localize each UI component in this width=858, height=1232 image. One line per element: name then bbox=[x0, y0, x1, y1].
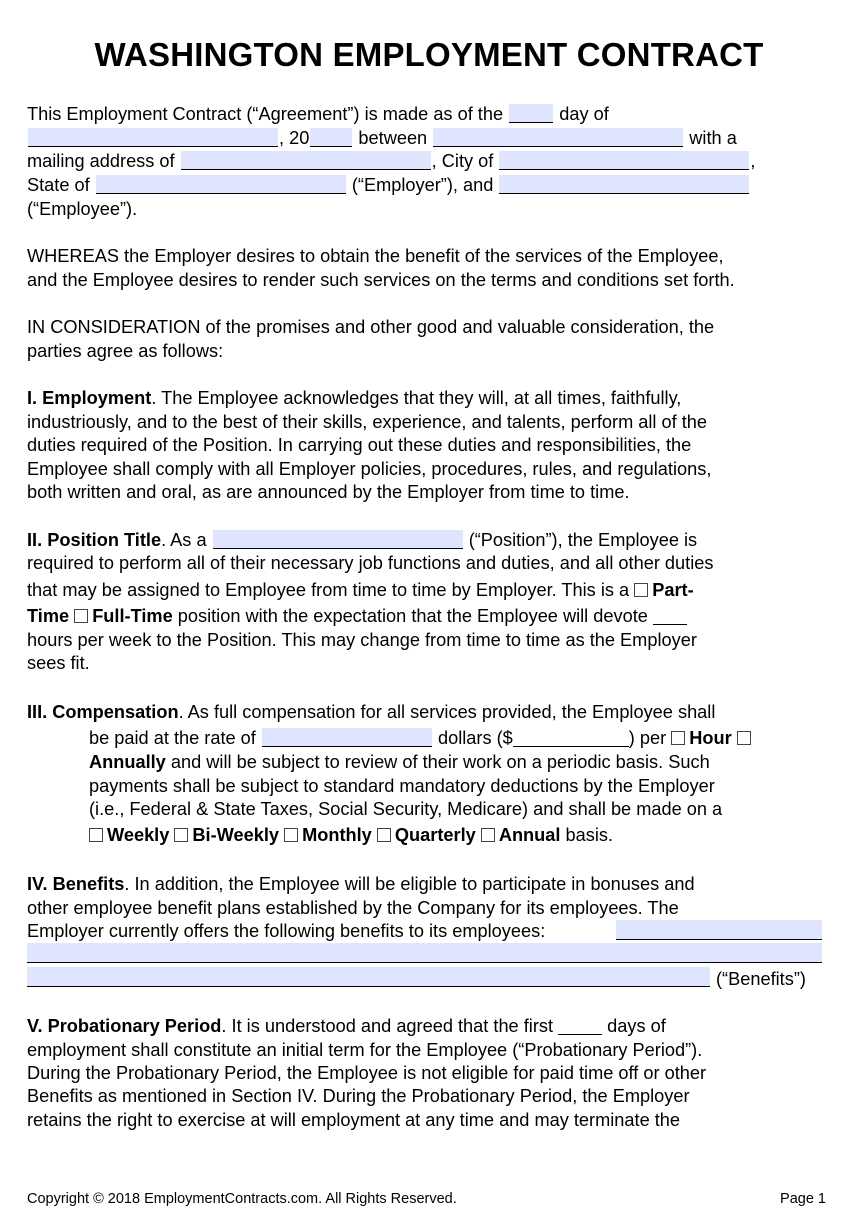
benefits-field-1[interactable] bbox=[616, 920, 822, 940]
footer-page-number: Page 1 bbox=[780, 1191, 826, 1207]
s4-line-3: Employer currently offers the following benefits to its employees: bbox=[27, 921, 546, 941]
s5-line-3: During the Probationary Period, the Employee is not eligible for paid time off or other bbox=[27, 1063, 707, 1083]
annually-checkbox[interactable] bbox=[737, 731, 751, 745]
employer-city-field[interactable] bbox=[499, 151, 749, 170]
s1-line-5: both written and oral, as are announced by the Employer from time to time. bbox=[27, 482, 630, 502]
full-time-checkbox[interactable] bbox=[74, 609, 88, 623]
s4-line-2: other employee benefit plans established by the Company for its employees. The bbox=[27, 898, 679, 918]
s4-line-1: IV. Benefits. In addition, the Employee will be eligible to participate in bonuses and bbox=[27, 874, 695, 894]
document-title: WASHINGTON EMPLOYMENT CONTRACT bbox=[94, 36, 764, 73]
s3-line-4: payments shall be subject to standard mandatory deductions by the Employer bbox=[89, 776, 715, 796]
employer-address-field[interactable] bbox=[181, 151, 431, 170]
hour-checkbox[interactable] bbox=[671, 731, 685, 745]
consideration-line-1: IN CONSIDERATION of the promises and other good and valuable consideration, the bbox=[27, 317, 715, 337]
s2-line-1: II. Position Title. As a (“Position”), the Employee is bbox=[27, 530, 698, 550]
s1-line-4: Employee shall comply with all Employer policies, procedures, rules, and regulations, bbox=[27, 459, 712, 479]
s1-line-1: I. Employment. The Employee acknowledges that they will, at all times, faithfully, bbox=[27, 388, 682, 408]
month-field[interactable] bbox=[28, 128, 278, 147]
s2-line-6: sees fit. bbox=[27, 653, 90, 673]
intro-line-5: (“Employee”). bbox=[27, 199, 138, 219]
footer-copyright: Copyright © 2018 EmploymentContracts.com. All Rights Reserved. bbox=[27, 1191, 457, 1207]
s2-line-5: hours per week to the Position. This may change from time to time as the Employer bbox=[27, 630, 697, 650]
s2-line-3: that may be assigned to Employee from time to time by Employer. This is a Part- bbox=[27, 580, 694, 600]
s5-line-1: V. Probationary Period. It is understood and agreed that the first days of bbox=[27, 1016, 666, 1036]
intro-line-2: , 20 between with a bbox=[27, 126, 737, 150]
s3-line-3: Annually and will be subject to review of their work on a periodic basis. Such bbox=[89, 752, 710, 772]
benefits-field-2[interactable] bbox=[27, 943, 822, 963]
bi-weekly-checkbox[interactable] bbox=[174, 828, 188, 842]
s3-line-5: (i.e., Federal & State Taxes, Social Security, Medicare) and shall be made on a bbox=[89, 799, 723, 819]
whereas-line-1: WHEREAS the Employer desires to obtain the benefit of the services of the Employee, bbox=[27, 246, 724, 266]
quarterly-checkbox[interactable] bbox=[377, 828, 391, 842]
s3-line-2: be paid at the rate of dollars ($ ) per Hour bbox=[89, 726, 755, 750]
s2-line-2: required to perform all of their necessary job functions and duties, and all other duties bbox=[27, 553, 714, 573]
s2-line-4: Time Full-Time position with the expectation that the Employee will devote bbox=[27, 604, 687, 628]
s2-heading: II. Position Title bbox=[27, 530, 162, 550]
consideration-line-2: parties agree as follows: bbox=[27, 341, 224, 361]
rate-words-field[interactable] bbox=[262, 728, 432, 747]
part-time-checkbox[interactable] bbox=[634, 583, 648, 597]
monthly-checkbox[interactable] bbox=[284, 828, 298, 842]
s1-heading: I. Employment bbox=[27, 388, 152, 408]
intro-line-4: State of (“Employer”), and bbox=[27, 173, 750, 197]
employee-name-field[interactable] bbox=[499, 175, 749, 194]
intro-line-1: This Employment Contract (“Agreement”) is made as of the day of bbox=[27, 104, 609, 124]
year-field[interactable] bbox=[310, 128, 352, 147]
s3-line-6: Weekly Bi-Weekly Monthly Quarterly Annual basis. bbox=[89, 823, 613, 847]
intro-line-3: mailing address of , City of , bbox=[27, 151, 756, 171]
rate-amount-field[interactable] bbox=[513, 728, 629, 747]
s1-line-2: industriously, and to the best of their skills, experience, and talents, perform all of the bbox=[27, 412, 708, 432]
whereas-line-2: and the Employee desires to render such services on the terms and conditions set forth. bbox=[27, 270, 735, 290]
s5-heading: V. Probationary Period bbox=[27, 1016, 222, 1036]
weekly-checkbox[interactable] bbox=[89, 828, 103, 842]
s4-heading: IV. Benefits bbox=[27, 874, 125, 894]
probation-days-field[interactable] bbox=[558, 1016, 602, 1035]
s4-benefits-label: (“Benefits”) bbox=[716, 969, 806, 989]
day-field[interactable] bbox=[509, 104, 553, 123]
s5-line-4: Benefits as mentioned in Section IV. During the Probationary Period, the Employer bbox=[27, 1086, 690, 1106]
s3-line-1: III. Compensation. As full compensation for all services provided, the Employee shall bbox=[27, 702, 716, 722]
s3-heading: III. Compensation bbox=[27, 702, 179, 722]
position-field[interactable] bbox=[213, 530, 463, 549]
s1-line-3: duties required of the Position. In carrying out these duties and responsibilities, the bbox=[27, 435, 692, 455]
s5-line-2: employment shall constitute an initial term for the Employee (“Probationary Period”). bbox=[27, 1040, 703, 1060]
s5-line-5: retains the right to exercise at will employment at any time and may terminate the bbox=[27, 1110, 681, 1130]
hours-per-week-field[interactable] bbox=[653, 606, 687, 625]
employer-state-field[interactable] bbox=[96, 175, 346, 194]
benefits-field-3[interactable] bbox=[27, 967, 710, 987]
employer-name-field[interactable] bbox=[433, 128, 683, 147]
annual-checkbox[interactable] bbox=[481, 828, 495, 842]
